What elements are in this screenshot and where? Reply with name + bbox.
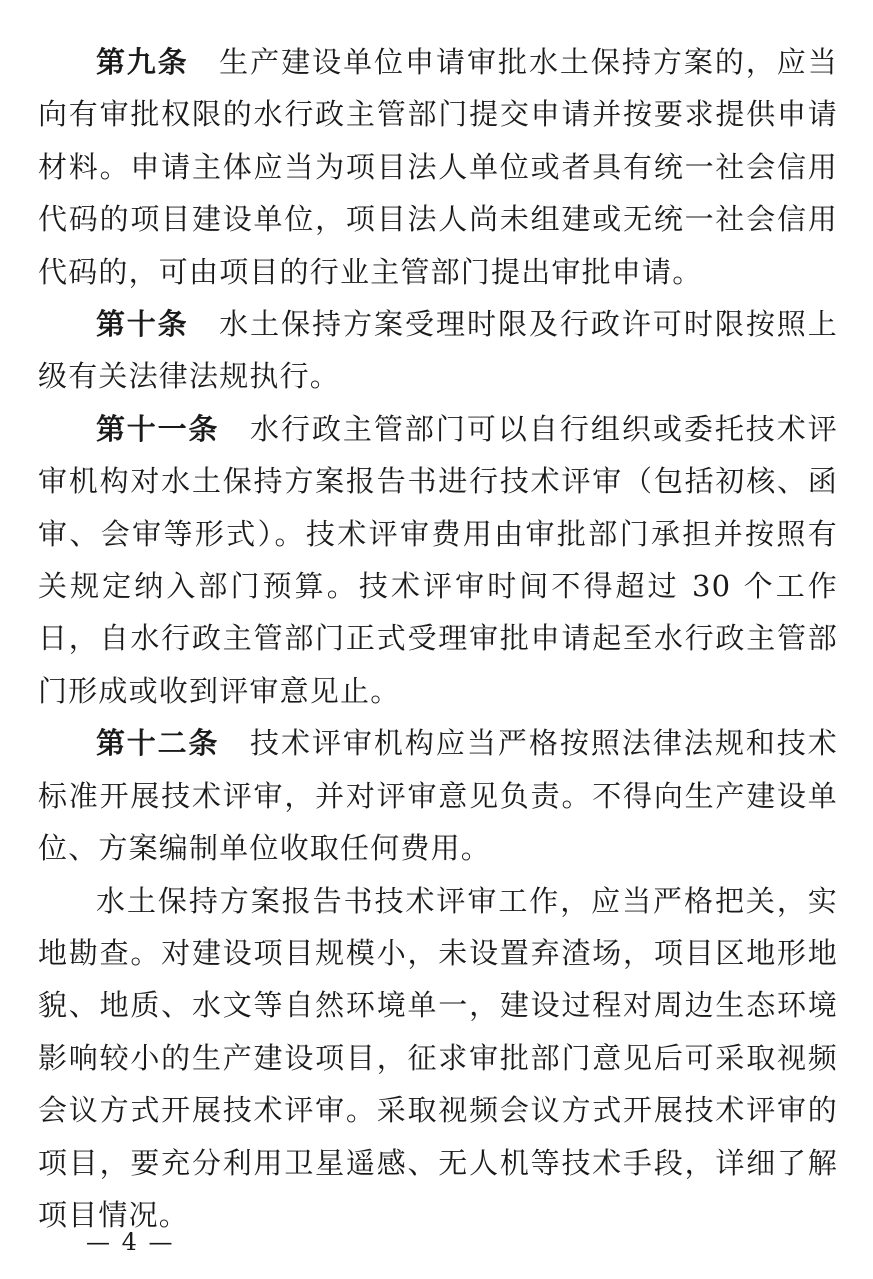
- document-body: [38, 36, 838, 1241]
- article-text: 生产建设单位申请审批水土保持方案的，应当向有审批权限的水行政主管部门提交申请并按要求提供申请材料。申请主体应当为项目法人单位或者具有统一社会信用代码的项目建设单位，项目法人尚未组建或无统一社会信用代码的，可由项目的行业主管部门提出审批申请。: [38, 45, 838, 289]
- article-text: 技术评审机构应当严格按照法律法规和技术标准开展技术评审，并对评审意见负责。不得向生产建设单位、方案编制单位收取任何费用。: [38, 726, 838, 866]
- page-number: — 4 —: [86, 1228, 175, 1256]
- article-number: 第九条: [96, 45, 189, 79]
- article-9-paragraph: [38, 36, 838, 298]
- article-number: 第十二条: [96, 726, 220, 761]
- article-12-paragraph: [38, 717, 838, 874]
- paragraph-text: 水土保持方案报告书技术评审工作，应当严格把关，实地勘查。对建设项目规模小，未设置弃渣场，项目区地形地貌、地质、水文等自然环境单一，建设过程对周边生态环境影响较小的生产建设项目，征求审批部门意见后可采取视频会议方式开展技术评审。采取视频会议方式开展技术评审的项目，要充分利用卫星遥感、无人机等技术手段，详细了解项目情况。: [38, 883, 838, 1232]
- article-11-paragraph: [38, 403, 838, 717]
- article-text: 水土保持方案受理时限及行政许可时限按照上级有关法律法规执行。: [38, 307, 838, 394]
- article-number: 第十一条: [96, 411, 220, 446]
- review-detail-paragraph: [38, 875, 838, 1242]
- article-number: 第十条: [96, 307, 189, 342]
- article-10-paragraph: [38, 298, 838, 403]
- article-text: 水行政主管部门可以自行组织或委托技术评审机构对水土保持方案报告书进行技术评审（包括初核、函审、会审等形式）。技术评审费用由审批部门承担并按照有关规定纳入部门预算。技术评审时间不得超过 30 个工作日，自水行政主管部门正式受理审批申请起至水行政主管部门形成或收到评审意见止。: [38, 411, 838, 708]
